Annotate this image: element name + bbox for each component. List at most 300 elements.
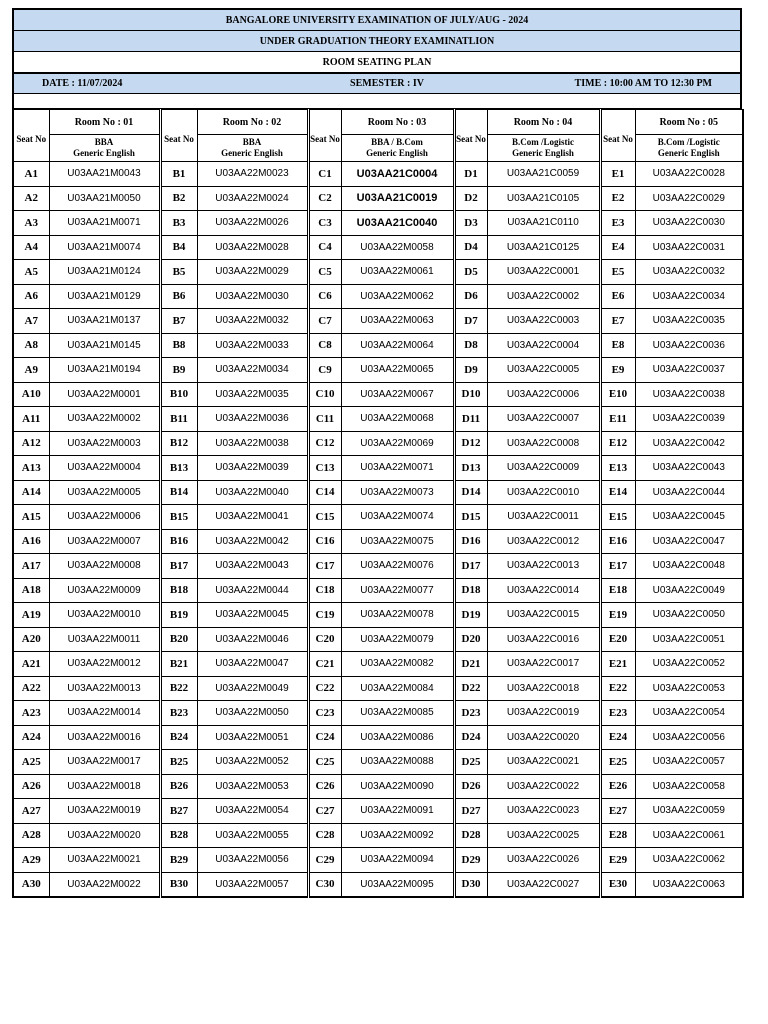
registration-number: U03AA22M0045 bbox=[197, 603, 307, 628]
registration-number: U03AA22M0057 bbox=[197, 872, 307, 897]
registration-number: U03AA22C0011 bbox=[487, 505, 599, 530]
registration-number: U03AA22M0061 bbox=[341, 260, 453, 285]
seat-no-header: Seat No bbox=[13, 110, 49, 162]
seat-number: D10 bbox=[455, 382, 487, 407]
registration-number: U03AA22M0003 bbox=[49, 431, 159, 456]
registration-number: U03AA22M0026 bbox=[197, 211, 307, 236]
registration-number: U03AA22C0008 bbox=[487, 431, 599, 456]
university-title: BANGALORE UNIVERSITY EXAMINATION OF JULY/AUG - 2024 bbox=[12, 8, 742, 30]
registration-number: U03AA22M0090 bbox=[341, 774, 453, 799]
registration-number: U03AA21M0050 bbox=[49, 186, 159, 211]
seat-number: B24 bbox=[161, 725, 197, 750]
seat-no-header: Seat No bbox=[161, 110, 197, 162]
seat-number: C27 bbox=[309, 799, 341, 824]
seat-number: C2 bbox=[309, 186, 341, 211]
registration-number: U03AA22M0075 bbox=[341, 529, 453, 554]
seat-number: A9 bbox=[13, 358, 49, 383]
seat-number: A10 bbox=[13, 382, 49, 407]
table-row bbox=[13, 260, 743, 285]
seat-number: A17 bbox=[13, 554, 49, 579]
seat-number: A21 bbox=[13, 652, 49, 677]
registration-number: U03AA22C0027 bbox=[487, 872, 599, 897]
registration-number: U03AA22M0006 bbox=[49, 505, 159, 530]
seat-number: E11 bbox=[601, 407, 635, 432]
registration-number: U03AA22M0019 bbox=[49, 799, 159, 824]
registration-number: U03AA22M0076 bbox=[341, 554, 453, 579]
registration-number: U03AA22M0008 bbox=[49, 554, 159, 579]
seat-number: A28 bbox=[13, 823, 49, 848]
registration-number: U03AA22M0002 bbox=[49, 407, 159, 432]
seat-number: C3 bbox=[309, 211, 341, 236]
registration-number: U03AA22M0067 bbox=[341, 382, 453, 407]
table-row bbox=[13, 725, 743, 750]
table-row bbox=[13, 554, 743, 579]
registration-number: U03AA22M0036 bbox=[197, 407, 307, 432]
exam-date: DATE : 11/07/2024 bbox=[42, 78, 123, 89]
seat-number: D12 bbox=[455, 431, 487, 456]
seat-number: C15 bbox=[309, 505, 341, 530]
registration-number: U03AA22M0043 bbox=[197, 554, 307, 579]
registration-number: U03AA22M0010 bbox=[49, 603, 159, 628]
seat-number: E21 bbox=[601, 652, 635, 677]
exam-semester: SEMESTER : IV bbox=[350, 78, 424, 89]
seat-number: E1 bbox=[601, 162, 635, 187]
seat-number: E12 bbox=[601, 431, 635, 456]
registration-number: U03AA22M0044 bbox=[197, 578, 307, 603]
seat-number: E7 bbox=[601, 309, 635, 334]
registration-number: U03AA22C0023 bbox=[487, 799, 599, 824]
seat-number: C21 bbox=[309, 652, 341, 677]
seat-number: B16 bbox=[161, 529, 197, 554]
registration-number: U03AA22C0013 bbox=[487, 554, 599, 579]
table-row bbox=[13, 480, 743, 505]
exam-title: UNDER GRADUATION THEORY EXAMINATLION bbox=[12, 30, 742, 51]
registration-number: U03AA22M0005 bbox=[49, 480, 159, 505]
seat-number: A4 bbox=[13, 235, 49, 260]
registration-number: U03AA22M0052 bbox=[197, 750, 307, 775]
registration-number: U03AA22C0004 bbox=[487, 333, 599, 358]
registration-number: U03AA22C0002 bbox=[487, 284, 599, 309]
registration-number: U03AA22M0029 bbox=[197, 260, 307, 285]
subject-paper: Generic English bbox=[512, 148, 574, 158]
seat-number: B6 bbox=[161, 284, 197, 309]
registration-number: U03AA21C0004 bbox=[341, 162, 453, 187]
seat-number: D14 bbox=[455, 480, 487, 505]
seat-number: B15 bbox=[161, 505, 197, 530]
seat-number: C8 bbox=[309, 333, 341, 358]
seat-number: D29 bbox=[455, 848, 487, 873]
registration-number: U03AA22M0039 bbox=[197, 456, 307, 481]
subject-course: BBA bbox=[94, 137, 114, 147]
exam-time: TIME : 10:00 AM TO 12:30 PM bbox=[574, 78, 712, 89]
seat-number: B4 bbox=[161, 235, 197, 260]
seat-number: B2 bbox=[161, 186, 197, 211]
seat-number: E30 bbox=[601, 872, 635, 897]
registration-number: U03AA22M0028 bbox=[197, 235, 307, 260]
seat-number: A3 bbox=[13, 211, 49, 236]
registration-number: U03AA22M0064 bbox=[341, 333, 453, 358]
seat-number: A11 bbox=[13, 407, 49, 432]
registration-number: U03AA22M0085 bbox=[341, 701, 453, 726]
registration-number: U03AA22C0025 bbox=[487, 823, 599, 848]
registration-number: U03AA22M0014 bbox=[49, 701, 159, 726]
seat-number: A1 bbox=[13, 162, 49, 187]
seat-no-header: Seat No bbox=[601, 110, 635, 162]
seat-number: A15 bbox=[13, 505, 49, 530]
registration-number: U03AA22M0042 bbox=[197, 529, 307, 554]
room-subject bbox=[49, 135, 159, 162]
registration-number: U03AA22C0022 bbox=[487, 774, 599, 799]
registration-number: U03AA22M0030 bbox=[197, 284, 307, 309]
seat-number: D11 bbox=[455, 407, 487, 432]
registration-number: U03AA21C0125 bbox=[487, 235, 599, 260]
registration-number: U03AA22C0035 bbox=[635, 309, 743, 334]
table-row bbox=[13, 529, 743, 554]
seat-number: C11 bbox=[309, 407, 341, 432]
seating-table bbox=[12, 109, 744, 898]
registration-number: U03AA22C0062 bbox=[635, 848, 743, 873]
registration-number: U03AA22C0050 bbox=[635, 603, 743, 628]
room-label: Room No : 01 bbox=[49, 110, 159, 135]
table-row bbox=[13, 701, 743, 726]
seat-number: E3 bbox=[601, 211, 635, 236]
registration-number: U03AA22M0068 bbox=[341, 407, 453, 432]
registration-number: U03AA22C0037 bbox=[635, 358, 743, 383]
registration-number: U03AA22C0036 bbox=[635, 333, 743, 358]
registration-number: U03AA22C0010 bbox=[487, 480, 599, 505]
seat-number: E9 bbox=[601, 358, 635, 383]
seat-number: C26 bbox=[309, 774, 341, 799]
seat-number: E20 bbox=[601, 627, 635, 652]
registration-number: U03AA22M0011 bbox=[49, 627, 159, 652]
exam-info-bar bbox=[12, 72, 742, 94]
registration-number: U03AA22C0053 bbox=[635, 676, 743, 701]
seat-number: E17 bbox=[601, 554, 635, 579]
registration-number: U03AA22C0014 bbox=[487, 578, 599, 603]
seat-number: B25 bbox=[161, 750, 197, 775]
registration-number: U03AA22C0015 bbox=[487, 603, 599, 628]
registration-number: U03AA21M0145 bbox=[49, 333, 159, 358]
seat-number: E14 bbox=[601, 480, 635, 505]
registration-number: U03AA22M0077 bbox=[341, 578, 453, 603]
seat-number: B21 bbox=[161, 652, 197, 677]
seat-number: E13 bbox=[601, 456, 635, 481]
seat-number: A13 bbox=[13, 456, 49, 481]
registration-number: U03AA22C0034 bbox=[635, 284, 743, 309]
registration-number: U03AA22M0047 bbox=[197, 652, 307, 677]
subject-paper: Generic English bbox=[657, 148, 720, 158]
registration-number: U03AA22C0018 bbox=[487, 676, 599, 701]
registration-number: U03AA22M0041 bbox=[197, 505, 307, 530]
registration-number: U03AA21C0040 bbox=[341, 211, 453, 236]
seat-number: C28 bbox=[309, 823, 341, 848]
room-subject bbox=[487, 135, 599, 162]
table-row bbox=[13, 431, 743, 456]
registration-number: U03AA22M0034 bbox=[197, 358, 307, 383]
subject-course: B.Com /Logistic bbox=[657, 137, 720, 147]
seat-number: D20 bbox=[455, 627, 487, 652]
registration-number: U03AA22C0049 bbox=[635, 578, 743, 603]
seat-number: E19 bbox=[601, 603, 635, 628]
registration-number: U03AA22C0043 bbox=[635, 456, 743, 481]
seat-number: B30 bbox=[161, 872, 197, 897]
registration-number: U03AA22C0039 bbox=[635, 407, 743, 432]
seat-number: E5 bbox=[601, 260, 635, 285]
subject-course: B.Com /Logistic bbox=[512, 137, 574, 147]
registration-number: U03AA22M0016 bbox=[49, 725, 159, 750]
room-label: Room No : 02 bbox=[197, 110, 307, 135]
registration-number: U03AA22M0024 bbox=[197, 186, 307, 211]
seat-number: C4 bbox=[309, 235, 341, 260]
seat-number: B13 bbox=[161, 456, 197, 481]
registration-number: U03AA22M0082 bbox=[341, 652, 453, 677]
seat-number: A7 bbox=[13, 309, 49, 334]
registration-number: U03AA22C0007 bbox=[487, 407, 599, 432]
registration-number: U03AA22M0074 bbox=[341, 505, 453, 530]
seat-number: A27 bbox=[13, 799, 49, 824]
seat-number: D27 bbox=[455, 799, 487, 824]
registration-number: U03AA22C0052 bbox=[635, 652, 743, 677]
seat-number: B9 bbox=[161, 358, 197, 383]
registration-number: U03AA22C0009 bbox=[487, 456, 599, 481]
seat-number: A23 bbox=[13, 701, 49, 726]
table-row bbox=[13, 627, 743, 652]
table-row bbox=[13, 872, 743, 897]
seat-number: D16 bbox=[455, 529, 487, 554]
registration-number: U03AA22C0028 bbox=[635, 162, 743, 187]
seat-number: E6 bbox=[601, 284, 635, 309]
registration-number: U03AA22M0049 bbox=[197, 676, 307, 701]
seat-number: E27 bbox=[601, 799, 635, 824]
seat-no-header: Seat No bbox=[455, 110, 487, 162]
subject-course: BBA / B.Com bbox=[371, 137, 423, 147]
seat-number: E4 bbox=[601, 235, 635, 260]
registration-number: U03AA22M0086 bbox=[341, 725, 453, 750]
table-row bbox=[13, 284, 743, 309]
registration-number: U03AA22M0054 bbox=[197, 799, 307, 824]
seat-number: D17 bbox=[455, 554, 487, 579]
registration-number: U03AA21M0129 bbox=[49, 284, 159, 309]
registration-number: U03AA22C0056 bbox=[635, 725, 743, 750]
registration-number: U03AA22C0017 bbox=[487, 652, 599, 677]
subject-paper: Generic English bbox=[73, 148, 135, 158]
seat-number: C17 bbox=[309, 554, 341, 579]
registration-number: U03AA22C0051 bbox=[635, 627, 743, 652]
registration-number: U03AA22C0061 bbox=[635, 823, 743, 848]
table-row bbox=[13, 309, 743, 334]
registration-number: U03AA22C0044 bbox=[635, 480, 743, 505]
registration-number: U03AA22M0001 bbox=[49, 382, 159, 407]
seat-number: B3 bbox=[161, 211, 197, 236]
registration-number: U03AA22M0084 bbox=[341, 676, 453, 701]
registration-number: U03AA22M0018 bbox=[49, 774, 159, 799]
seat-number: E15 bbox=[601, 505, 635, 530]
plan-title: ROOM SEATING PLAN bbox=[12, 51, 742, 72]
seat-number: E23 bbox=[601, 701, 635, 726]
seat-number: A24 bbox=[13, 725, 49, 750]
seat-number: A14 bbox=[13, 480, 49, 505]
registration-number: U03AA22M0094 bbox=[341, 848, 453, 873]
registration-number: U03AA22C0032 bbox=[635, 260, 743, 285]
registration-number: U03AA22M0058 bbox=[341, 235, 453, 260]
registration-number: U03AA22C0045 bbox=[635, 505, 743, 530]
registration-number: U03AA22M0051 bbox=[197, 725, 307, 750]
seat-number: C19 bbox=[309, 603, 341, 628]
table-row bbox=[13, 162, 743, 187]
registration-number: U03AA22C0057 bbox=[635, 750, 743, 775]
registration-number: U03AA22M0069 bbox=[341, 431, 453, 456]
seat-no-header: Seat No bbox=[309, 110, 341, 162]
registration-number: U03AA22M0056 bbox=[197, 848, 307, 873]
table-row bbox=[13, 578, 743, 603]
registration-number: U03AA21M0194 bbox=[49, 358, 159, 383]
table-row bbox=[13, 823, 743, 848]
seat-number: C29 bbox=[309, 848, 341, 873]
registration-number: U03AA21C0105 bbox=[487, 186, 599, 211]
spacer-row bbox=[12, 94, 742, 109]
seat-number: C30 bbox=[309, 872, 341, 897]
seat-number: D13 bbox=[455, 456, 487, 481]
registration-number: U03AA21M0074 bbox=[49, 235, 159, 260]
seat-number: D25 bbox=[455, 750, 487, 775]
seat-number: B11 bbox=[161, 407, 197, 432]
registration-number: U03AA22C0031 bbox=[635, 235, 743, 260]
room-subject bbox=[341, 135, 453, 162]
seat-number: D5 bbox=[455, 260, 487, 285]
registration-number: U03AA22C0021 bbox=[487, 750, 599, 775]
seat-number: E16 bbox=[601, 529, 635, 554]
seat-number: B12 bbox=[161, 431, 197, 456]
seat-number: B1 bbox=[161, 162, 197, 187]
registration-number: U03AA22M0071 bbox=[341, 456, 453, 481]
registration-number: U03AA21M0137 bbox=[49, 309, 159, 334]
registration-number: U03AA21M0124 bbox=[49, 260, 159, 285]
registration-number: U03AA21M0071 bbox=[49, 211, 159, 236]
table-row bbox=[13, 799, 743, 824]
registration-number: U03AA22M0092 bbox=[341, 823, 453, 848]
room-label: Room No : 05 bbox=[635, 110, 743, 135]
registration-number: U03AA22M0004 bbox=[49, 456, 159, 481]
seat-number: B27 bbox=[161, 799, 197, 824]
seat-number: E22 bbox=[601, 676, 635, 701]
seat-number: E2 bbox=[601, 186, 635, 211]
registration-number: U03AA22C0030 bbox=[635, 211, 743, 236]
subject-paper: Generic English bbox=[221, 148, 283, 158]
registration-number: U03AA22C0001 bbox=[487, 260, 599, 285]
seat-number: D23 bbox=[455, 701, 487, 726]
seat-number: B26 bbox=[161, 774, 197, 799]
registration-number: U03AA22M0078 bbox=[341, 603, 453, 628]
table-row bbox=[13, 211, 743, 236]
seat-number: E8 bbox=[601, 333, 635, 358]
registration-number: U03AA22M0095 bbox=[341, 872, 453, 897]
seat-number: D22 bbox=[455, 676, 487, 701]
seat-number: B28 bbox=[161, 823, 197, 848]
registration-number: U03AA21M0043 bbox=[49, 162, 159, 187]
seat-number: A30 bbox=[13, 872, 49, 897]
seat-number: C6 bbox=[309, 284, 341, 309]
registration-number: U03AA22C0058 bbox=[635, 774, 743, 799]
seat-number: B10 bbox=[161, 382, 197, 407]
seat-number: D21 bbox=[455, 652, 487, 677]
room-subject bbox=[197, 135, 307, 162]
seat-number: C9 bbox=[309, 358, 341, 383]
seat-number: D6 bbox=[455, 284, 487, 309]
seat-number: B17 bbox=[161, 554, 197, 579]
room-label: Room No : 04 bbox=[487, 110, 599, 135]
seat-number: A5 bbox=[13, 260, 49, 285]
table-row bbox=[13, 505, 743, 530]
table-row bbox=[13, 750, 743, 775]
seat-number: A8 bbox=[13, 333, 49, 358]
seat-number: B8 bbox=[161, 333, 197, 358]
table-row bbox=[13, 382, 743, 407]
seat-number: E18 bbox=[601, 578, 635, 603]
registration-number: U03AA22M0035 bbox=[197, 382, 307, 407]
registration-number: U03AA22C0038 bbox=[635, 382, 743, 407]
subject-course: BBA bbox=[242, 137, 262, 147]
registration-number: U03AA22M0079 bbox=[341, 627, 453, 652]
seat-number: B7 bbox=[161, 309, 197, 334]
table-row bbox=[13, 676, 743, 701]
seat-number: D30 bbox=[455, 872, 487, 897]
seat-number: D9 bbox=[455, 358, 487, 383]
seat-number: D24 bbox=[455, 725, 487, 750]
registration-number: U03AA21C0059 bbox=[487, 162, 599, 187]
registration-number: U03AA22M0021 bbox=[49, 848, 159, 873]
seat-number: B19 bbox=[161, 603, 197, 628]
seating-plan-sheet bbox=[12, 8, 742, 898]
registration-number: U03AA22M0038 bbox=[197, 431, 307, 456]
table-row bbox=[13, 603, 743, 628]
table-row bbox=[13, 333, 743, 358]
seat-number: A25 bbox=[13, 750, 49, 775]
room-label: Room No : 03 bbox=[341, 110, 453, 135]
registration-number: U03AA22C0063 bbox=[635, 872, 743, 897]
seat-number: C20 bbox=[309, 627, 341, 652]
seat-number: C25 bbox=[309, 750, 341, 775]
seat-number: D3 bbox=[455, 211, 487, 236]
registration-number: U03AA22C0006 bbox=[487, 382, 599, 407]
seat-number: C23 bbox=[309, 701, 341, 726]
registration-number: U03AA22M0065 bbox=[341, 358, 453, 383]
registration-number: U03AA22M0063 bbox=[341, 309, 453, 334]
seat-number: B14 bbox=[161, 480, 197, 505]
seat-number: D28 bbox=[455, 823, 487, 848]
registration-number: U03AA22M0020 bbox=[49, 823, 159, 848]
seat-number: B22 bbox=[161, 676, 197, 701]
table-row bbox=[13, 652, 743, 677]
registration-number: U03AA22M0033 bbox=[197, 333, 307, 358]
seat-number: A18 bbox=[13, 578, 49, 603]
seat-number: D4 bbox=[455, 235, 487, 260]
table-row bbox=[13, 358, 743, 383]
seat-number: C5 bbox=[309, 260, 341, 285]
registration-number: U03AA22M0022 bbox=[49, 872, 159, 897]
seat-number: E28 bbox=[601, 823, 635, 848]
registration-number: U03AA21C0110 bbox=[487, 211, 599, 236]
registration-number: U03AA22M0017 bbox=[49, 750, 159, 775]
table-row bbox=[13, 186, 743, 211]
seat-number: A29 bbox=[13, 848, 49, 873]
registration-number: U03AA22C0042 bbox=[635, 431, 743, 456]
registration-number: U03AA21C0019 bbox=[341, 186, 453, 211]
seat-number: A20 bbox=[13, 627, 49, 652]
seat-number: E24 bbox=[601, 725, 635, 750]
seat-number: C13 bbox=[309, 456, 341, 481]
registration-number: U03AA22M0013 bbox=[49, 676, 159, 701]
seat-number: A19 bbox=[13, 603, 49, 628]
